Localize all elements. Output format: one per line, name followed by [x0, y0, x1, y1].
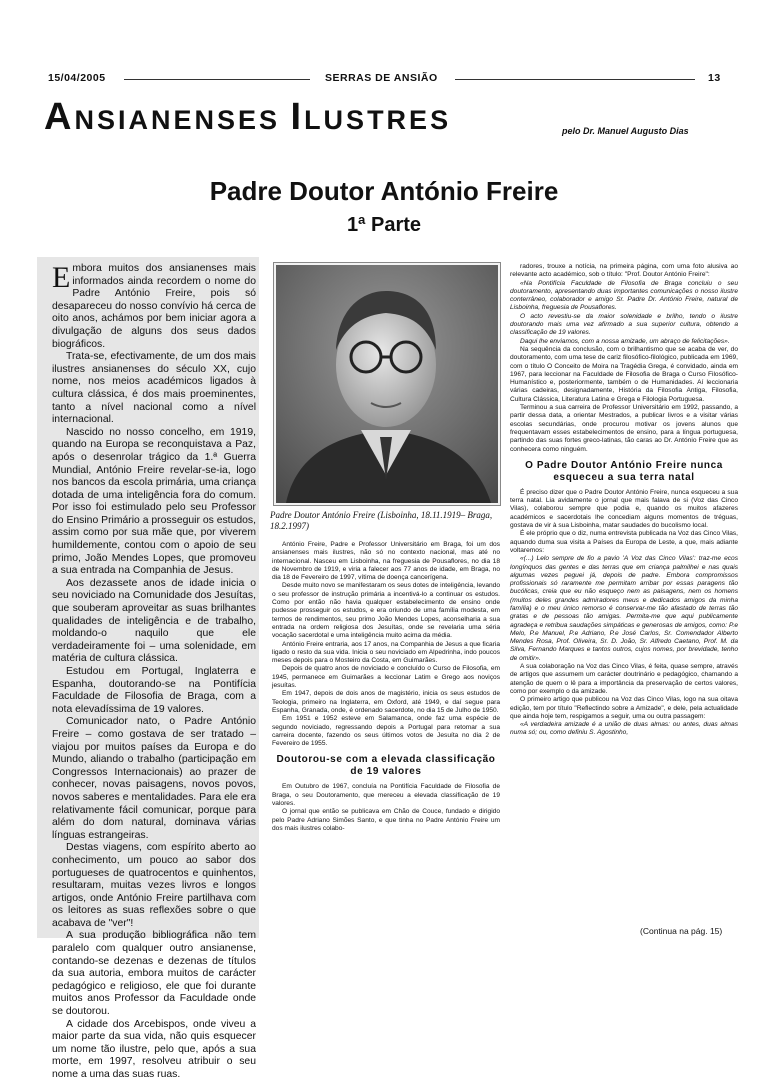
col3-subhead: O Padre Doutor António Freire nunca esqueceu a sua terra natal [525, 459, 723, 483]
header-page-number: 13 [708, 72, 721, 84]
col2-paragraph: António Freire entraria, aos 17 anos, na Companhia de Jesus a que ficaria ligado o resto da sua vida. Inicia o seu noviciado em Alpedrinha, indo poucos meses depois para o Mosteiro da Costa, em Guimarães. [272, 640, 500, 665]
article-title: Padre Doutor António Freire [209, 176, 559, 206]
sidebar-paragraph: A sua produção bibliográfica não tem paralelo com qualquer outro ansianense, contando-se dezenas e dezenas de títulos da sua autoria, embora muitos de carácter pedagógico e religioso, ele que foi durante muitos anos Professor da Faculdade onde se doutorou. [52, 930, 256, 1018]
dropcap: E [52, 261, 71, 294]
col3-quote: «A verdadeira amizade é a união de duas almas: ou antes, duas almas numa só; ou, como definiu S. Agostinho, [510, 721, 738, 737]
col3-paragraph: A sua colaboração na Voz das Cinco Vilas, é feita, quase sempre, através de artigos que assumem um carácter doutrinário e pedagógico, chamando a atenção de quem o lê para a importância da preservação de certos valores, como por exemplo o da amizade. [510, 663, 738, 695]
col3-quote: Daqui lhe enviamos, com a nossa amizade, um abraço de felicitações». [520, 337, 730, 345]
header-rule-right [455, 79, 695, 80]
sidebar-paragraph: Embora muitos dos ansianenses mais informados ainda recordem o nome do Padre António Freire, pois só desapareceu do nosso convívio há cerca de oito anos, achámos por bem iniciar agora a divulgação de alguns dos seus dados biográficos. [52, 261, 256, 350]
col2-paragraph: António Freire, Padre e Professor Universitário em Braga, foi um dos ansianenses mais ilustres, não só no contexto nacional, mas até no internacional. Nasceu em Lisboinha, na freguesia de Pousaflores, no dia 18 de Novembro de 1919, e viria a falecer aos 77 anos de idade, em Braga, no dia 18 de Fevereiro de 1997, vítima de doença cancerígena. [272, 541, 500, 582]
header-publication: SERRAS DE ANSIÃO [325, 72, 438, 84]
section-title: ANSIANENSES ILUSTRES [44, 96, 452, 138]
col3-paragraph: radores, trouxe a notícia, na primeira página, com uma foto alusiva ao relevante acto académico, sob o título: "Prof. Doutor António Freire": [510, 263, 738, 279]
sidebar-paragraph: Aos dezassete anos de idade inicia o seu noviciado na Comunidade dos Jesuítas, que souberam aproveitar as suas brilhantes qualidades de inteligência e de trabalho, moldando-o naquilo que ele verdadeiramente foi – uma solenidade, em matéria de cultura clássica. [52, 577, 256, 665]
col2-paragraph: Desde muito novo se manifestaram os seus dotes de inteligência, levando o seu professor de instrução primária a incentivá-lo a continuar os estudos. Como por então não havia qualquer estabelecimento de ensino onde pudesse prosseguir os estudos, e era oriundo de uma família modesta, em termos de rendimentos, seu primo João Mendes Lopes, aconselharia a sua entrada na ordem religiosa dos Jesuítas, onde se revelaria uma séria vocação sacerdotal e uma inteligência muito acima da média. [272, 582, 500, 640]
col3-paragraph: Na sequência da conclusão, com o brilhantismo que se acaba de ver, do doutoramento, com uma tese de cariz filosófico-filológico, publicada em 1969, com o título O Conceito de Moira na Tragédia Grega, é convidado, ainda em 1967, para leccionar na Faculdade de Filosofia de Braga o Curso Filosófico-Humanístico e, posteriormente, também o de Humanidades. Aí leccionaria várias cadeiras, designadamente, História da Filosofia Antiga, Filosofia, Cultura Clássica, Literatura Latina e Grega e Filologia Portuguesa. [510, 345, 738, 403]
article-column-3 [510, 263, 738, 738]
col2-paragraph: O jornal que então se publicava em Chão de Couce, fundado e dirigido pelo Padre Adriano Simões Santo, e que tinha no Padre António Freire um dos mais ilustres colabo- [272, 808, 500, 832]
col3-paragraph: O primeiro artigo que publicou na Voz das Cinco Vilas, logo na sua oitava edição, tem por título "Reflectindo sobre a Amizade", e dele, pela actualidade que ainda hoje tem, respigamos a seguir, uma ou outra passagem: [510, 696, 738, 720]
sidebar-paragraph: A cidade dos Arcebispos, onde viveu a maior parte da sua vida, não quis esquecer um nome tão ilustre, pelo que, após a sua morte, em 1997, resolveu atribuir o seu nome a uma das suas ruas. [52, 1018, 256, 1080]
col2-paragraph: Em 1947, depois de dois anos de magistério, inicia os seus estudos de Teologia, primeiro na Inglaterra, em Oxford, até 1949, e daí segue para Espanha, Granada, onde, é ordenado sacerdote, no dia 15 de Julho de 1950. [272, 690, 500, 714]
col3-quote: «(...) Lelo sempre de fio a pavio 'A Voz das Cinco Vilas': traz-me ecos longínquos das gentes e das terras que em criança palmilhei e nas quais algumas vezes peguei já, depois de padre. Embora compromissos profissionais só raramente me permitam arribar por essas paragens tão bucólicas, creia que eu não esqueço nem as paisagens, nem os homens (muitos deles grandes admiradores meus e dedicados amigos da minha família) e o meu único remorso é conservar-me tão afastado de terras tão gratas e de pessoas tão amigas. Permita-me que aqui publicamente agradeça e retribua saudações simpáticas e generosas de amigos, como: P.e Melo, P.e Manuel, P.e Adriano, P.e José Carlos, Sr. Comendador Alberto Mendes Rosa, Prof. Oliveira, Sr. D. João, Sr. Alfredo Caetano, Prof. M. da Silva, Fernando Marques e tantos outros, cujos nomes, por brevidade, tenho de omitir». [510, 555, 738, 662]
portrait-photo [276, 265, 498, 503]
sidebar-paragraph: Trata-se, efectivamente, de um dos mais ilustres ansianenses do século XX, cujo nome, nos meios académicos ligados à cultura clássica, é dos mais proeminentes, tanto a nível nacional como a nível internacional. [52, 351, 256, 426]
sidebar-paragraph: Estudou em Portugal, Inglaterra e Espanha, doutorando-se na Pontifícia Faculdade de Filosofia de Braga, com a nota elevadíssima de 19 valores. [52, 666, 256, 715]
article-subtitle: 1ª Parte [346, 214, 422, 236]
header-date: 15/04/2005 [48, 72, 106, 84]
col3-paragraph: Terminou a sua carreira de Professor Universitário em 1992, passando, a partir dessa data, a orientar Mestrados, a publicar livros e a visitar várias escolas secundárias, onde procurou motivar os jovens alunos que frequentavam esses estabelecimentos de ensino, para a língua portuguesa, partindo das suas fortes greco-latinas, tão caras ao Dr. António Freire que as conhecera como ninguém. [510, 404, 738, 453]
col2-paragraph: Depois de quatro anos de noviciado e concluído o Curso de Filosofia, em 1945, permanece em Guimarães a leccionar Latim e Grego aos noviços jesuítas. [272, 665, 500, 690]
sidebar-paragraph: Destas viagens, com espírito aberto ao conhecimento, um pouco ao sabor dos portugueses de quatrocentos e quinhentos, resultaram, muitas vezes livros e longos artigos, onde António Freire partilhava com os leitores as suas reflexões sobre o que acabava de "ver"! [52, 842, 256, 929]
col3-paragraph: É preciso dizer que o Padre Doutor António Freire, nunca esqueceu a sua terra natal. Lia avidamente o jornal que mais falava de si (Voz das Cinco Vilas), colaborou sempre que podia e, quando os muitos afazeres académicos e sacerdotais lhe concediam alguns momentos de tréguas, gostava de vir à sua Lisboinha, matar saudades do bucolismo local. [510, 488, 738, 530]
col3-paragraph: É ele próprio que o diz, numa entrevista publicada na Voz das Cinco Vilas, aquando duma sua visita a Países da Europa de Leste, a que, mais adiante voltaremos: [510, 530, 738, 554]
sidebar-text [52, 263, 256, 1082]
continued-note: (Continua na pág. 15) [640, 926, 723, 936]
col2-subhead: Doutorou-se com a elevada classificação de 19 valores [276, 754, 496, 778]
col3-quote: O acto revestiu-se da maior solenidade e brilho, tendo o ilustre doutorando mais uma vez afirmado a sua superior cultura, obtendo a classificação de 19 valores. [510, 312, 738, 337]
col3-quote: «Na Pontifícia Faculdade de Filosofia de Braga concluiu o seu doutoramento, apresentando duas importantes comunicações o nosso ilustre conterrâneo, colaborador e amigo Sr. Padre Dr. António Freire, natural de Lisboinha, freguesia de Pousaflores. [510, 279, 738, 312]
photo-caption: Padre Doutor António Freire (Lisboinha, 18.11.1919– Braga, 18.2.1997) [270, 510, 493, 531]
article-column-2 [272, 541, 500, 833]
col2-paragraph: Em 1951 e 1952 esteve em Salamanca, onde faz uma espécie de segundo noviciado, regressando depois a Portugal para retomar a sua carreira docente, fazendo os seus últimos votos de Jesuíta no dia 2 de Fevereiro de 1955. [272, 715, 500, 748]
header-rule-left [124, 79, 310, 80]
col2-paragraph: Em Outubro de 1967, concluía na Pontifícia Faculdade de Filosofia de Braga, o seu Doutoramento, que mereceu a elevada classificação de 19 valores. [272, 783, 500, 808]
sidebar-paragraph: Nascido no nosso concelho, em 1919, quando na Europa se reconquistava a Paz, após o desenrolar trágico da 1.ª Guerra Mundial, António Freire revelar-se-ia, logo nos bancos da escola primária, uma criança dotada de uma inteligência fora do comum. Por isso foi estimulado pelo seu Professor do Ensino Primário a prosseguir os estudos, assim como por sua mãe que, por viverem humildemente, contou com o apoio de seu primo, João Mendes Lopes, que promoveu a sua entrada na Companhia de Jesus. [52, 426, 256, 577]
sidebar-paragraph: Comunicador nato, o Padre António Freire – como gostava de ser tratado – viajou por muitos países da Europa e do Mundo, aliando o trabalho (participação em Congressos Internacionais) ao prazer de conhecer, novas paisagens, novos povos, novos saberes e mentalidades. Para ele era relativamente fácil comunicar, porque para além do dom natural, dominava várias línguas estrangeiras. [52, 716, 256, 841]
byline: pelo Dr. Manuel Augusto Dias [562, 126, 689, 136]
